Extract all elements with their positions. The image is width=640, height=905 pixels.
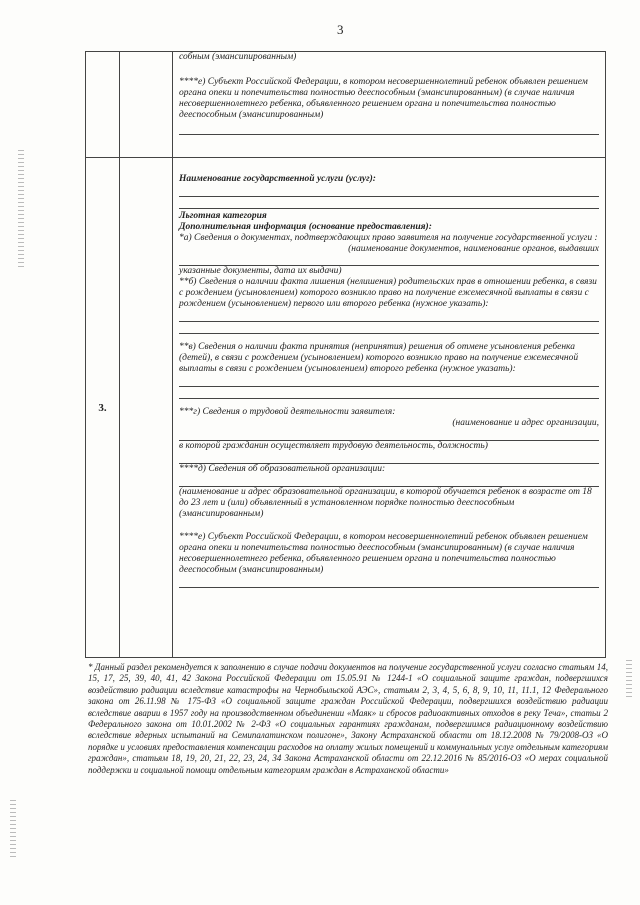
continued-text: собным (эмансипированным) xyxy=(179,52,297,62)
item-a-hint-2: указанные документы, дата их выдачи) xyxy=(179,266,342,276)
item-e-field[interactable] xyxy=(179,576,599,588)
row-spacer-cell xyxy=(120,158,173,658)
row-spacer-cell xyxy=(120,52,173,158)
service-name-label: Наименование государственной услуги (услуг): xyxy=(179,174,376,184)
item-a-hint: (наименование документов, наименование органов, выдавших xyxy=(348,244,599,254)
item-g-field-2[interactable] xyxy=(179,452,599,464)
item-v-field-2[interactable] xyxy=(179,387,599,399)
scan-artifact xyxy=(10,800,16,860)
subject-item-text: ****е) Субъект Российской Федерации, в котором несовершеннолетний ребенок объявлен решением органа опеки и попечительства полностью дееспособным (эмансипированным) (в случае наличия несовершеннолетнего ребенка, объявленного решением органа и попечительства полностью дееспособным (эмансипированным) xyxy=(179,77,588,120)
scan-artifact xyxy=(18,150,24,270)
item-a-field[interactable] xyxy=(179,255,599,266)
item-a-text: *а) Сведения о документах, подтверждающих право заявителя на получение государственной услуги : xyxy=(179,233,598,243)
row-number: 3. xyxy=(86,158,120,658)
row-content-cell xyxy=(173,158,606,658)
table-row xyxy=(86,52,606,158)
item-b-field[interactable] xyxy=(179,310,599,322)
item-g-field[interactable] xyxy=(179,429,599,441)
additional-info-label: Дополнительная информация (основание предоставления): xyxy=(179,222,432,232)
footnote-text: * Данный раздел рекомендуется к заполнению в случае подачи документов на получение государственной услуги согласно статьям 14, 15, 17, 25, 39, 40, 41, 42 Закона Российской Федерации от 15.05.91 № 1244-1 «О социальной защите граждан, подвергшихся воздействию радиации вследствие катастрофы на Чернобыльской АЭС», статьям 2, 3, 4, 5, 6, 8, 9, 10, 11, 11.1, 12 Федерального закона от 26.11.98 № 175-ФЗ «О социальной защите граждан Российской Федерации, подвергшихся воздействию радиации вследствие аварии в 1957 году на производственном объединении «Маяк» и сбросов радиоактивных отходов в реку Теча», статьи 2 Федерального закона от 10.01.2002 № 2-ФЗ «О социальных гарантиях гражданам, подвергшимся радиационному воздействию вследствие ядерных испытаний на Семипалатинском полигоне», Закону Астраханской области от 18.12.2008 № 79/2008-ОЗ «О порядке и условиях предоставления компенсации расходов на оплату жилых помещений и коммунальных услуг отдельным категориям граждан», статьям 18, 19, 20, 21, 22, 23, 24, 34 Закона Астраханской области от 22.12.2016 № 85/2016-ОЗ «О мерах социальной поддержки и социальной помощи отдельным категориям граждан в Астраханской области» xyxy=(88,662,608,775)
item-e-text: ****е) Субъект Российской Федерации, в котором несовершеннолетний ребенок объявлен решением органа опеки и попечительства полностью дееспособным (эмансипированным) (в случае наличия несовершеннолетнего ребенка, объявленного решением органа и попечительства полностью дееспособным (эмансипированным) xyxy=(179,532,588,575)
row-number-cell xyxy=(86,52,120,158)
item-b-text: **б) Сведения о наличии факта лишения (нелишения) родительских прав в отношении ребенка, в связи с рождением (усыновлением) которого возникло право на получение ежемесячной выплаты в связи с рождением (усыновлением) первого или второго ребенка (нужное указать): xyxy=(179,277,597,309)
item-d-field[interactable] xyxy=(179,475,599,487)
fill-line[interactable] xyxy=(179,123,599,135)
category-label: Льготная категория xyxy=(179,211,267,221)
footnote xyxy=(88,662,608,776)
item-v-text: **в) Сведения о наличии факта принятия (непринятия) решения об отмене усыновления ребенка (детей), в связи с рождением (усыновлением) которого возникло право на получение ежемесячной выплаты в связи с рождением (усыновлением) второго ребенка (нужное указать): xyxy=(179,342,579,374)
table-row xyxy=(86,158,606,658)
form-table xyxy=(85,51,606,658)
item-b-field-2[interactable] xyxy=(179,322,599,334)
service-name-field[interactable] xyxy=(179,185,599,197)
item-d-text: ****д) Сведения об образовательной организации: xyxy=(179,464,386,474)
row-content-cell xyxy=(173,52,606,158)
item-g-hint: (наименование и адрес организации, xyxy=(452,418,599,428)
item-g-text: ***г) Сведения о трудовой деятельности заявителя: xyxy=(179,407,396,417)
item-g-hint-2: в которой гражданин осуществляет трудовую деятельность, должность) xyxy=(179,441,488,451)
scan-artifact xyxy=(626,660,632,700)
item-v-field[interactable] xyxy=(179,375,599,387)
page-number: 3 xyxy=(337,22,344,37)
item-d-hint: (наименование и адрес образовательной организации, в которой обучается ребенок в возрасте от 18 до 23 лет и (или) объявленный в установленном порядке полностью дееспособным (эмансипированным) xyxy=(179,487,592,519)
service-name-field-2[interactable] xyxy=(179,197,599,209)
